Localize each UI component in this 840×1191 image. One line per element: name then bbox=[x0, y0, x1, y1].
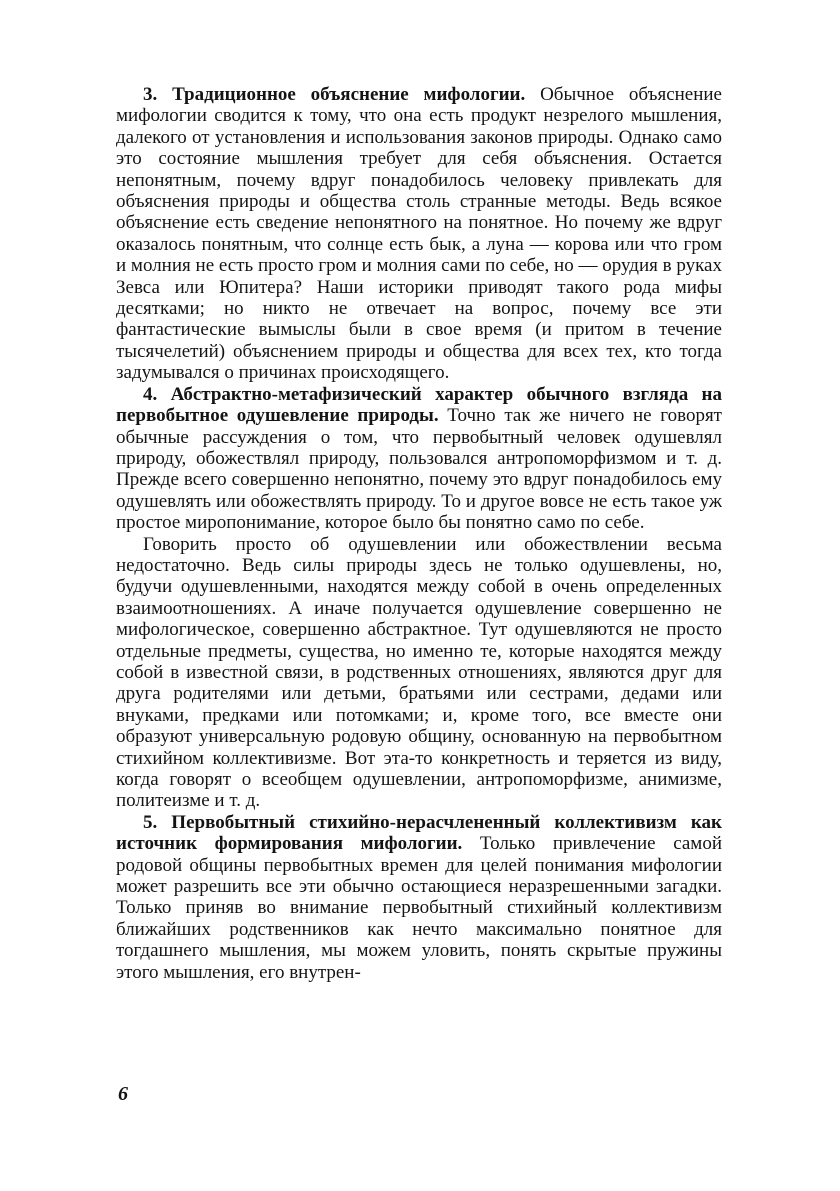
paragraph-animation bbox=[116, 534, 722, 812]
paragraph-section-4 bbox=[116, 384, 722, 534]
section-4-text: Точно так же ничего не говорят обычные рассуждения о том, что первобытный человек одушевлял природу, обожествлял природу, пользовался антропоморфизмом и т. д. Прежде всего совершенно непонятно, почему это вдруг понадобилось ему одушевлять или обожествлять природу. То и другое вовсе не есть такое уж простое миропонимание, которое было бы понятно само по себе. bbox=[116, 405, 722, 534]
page-number: 6 bbox=[118, 1083, 128, 1105]
paragraph-section-3 bbox=[116, 84, 722, 384]
body-text bbox=[116, 84, 722, 983]
paragraph-animation-text: Говорить просто об одушевлении или обожествлении весьма недостаточно. Ведь силы природы здесь не только одушевлены, но, будучи одушевленными, находятся между собой в очень определенных взаимоотношениях. А иначе получается одушевление совершенно не мифологическое, совершенно абстрактное. Тут одушевляются не просто отдельные предметы, существа, но именно те, которые находятся между собой в известной связи, в родственных отношениях, являются друг для друга родителями или детьми, братьями или сестрами, дедами или внуками, предками или потомками; и, кроме того, все вместе они образуют универсальную родовую общину, основанную на первобытном стихийном коллективизме. Вот эта-то конкретность и теряется из виду, когда говорят о всеобщем одушевлении, антропоморфизме, анимизме, политеизме и т. д. bbox=[116, 533, 722, 812]
section-5-heading: 5. Первобытный стихийно-нерасчлененный коллективизм как источник формирования мифологии. bbox=[116, 811, 722, 855]
section-4-heading: 4. Абстрактно-метафизический характер обычного взгляда на первобытное одушевление природы. bbox=[116, 383, 722, 427]
paragraph-section-5 bbox=[116, 812, 722, 983]
section-3-heading: 3. Традиционное объяснение мифологии. bbox=[143, 84, 526, 105]
section-5-text: Только привлечение самой родовой общины первобытных времен для целей понимания мифологии может разрешить все эти обычно остающиеся неразрешенными загадки. Только приняв во внимание первобытный стихийный коллективизм ближайших родственников как нечто максимально понятное для тогдашнего мышления, мы можем уловить, понять скрытые пружины этого мышления, его внутрен- bbox=[116, 833, 722, 983]
section-3-text: Обычное объяснение мифологии сводится к тому, что она есть продукт незрелого мышления, далекого от установления и использования законов природы. Однако само это состояние мышления требует для себя объяснения. Остается непонятным, почему вдруг понадобилось человеку привлекать для объяснения природы и общества столь странные методы. Ведь всякое объяснение есть сведение непонятного на понятное. Но почему же вдруг оказалось понятным, что солнце есть бык, а луна — корова или что гром и молния не есть просто гром и молния сами по себе, но — орудия в руках Зевса или Юпитера? Наши историки приводят такого рода мифы десятками; но никто не отвечает на вопрос, почему все эти фантастические вымыслы были в свое время (и притом в течение тысячелетий) объяснением природы и общества для всех тех, кто тогда задумывался о причинах происходящего. bbox=[116, 84, 722, 384]
